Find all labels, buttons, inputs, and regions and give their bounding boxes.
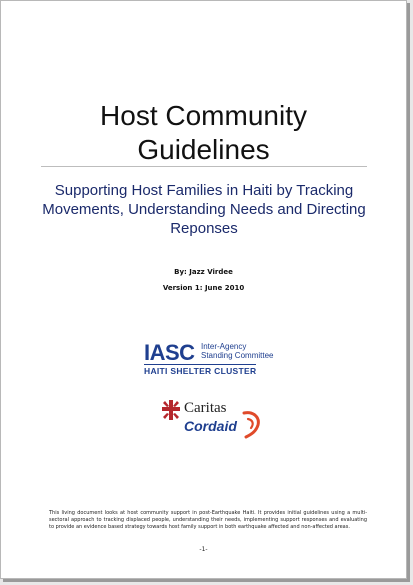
cordaid-logo-text: Cordaid: [184, 418, 237, 434]
cordaid-swirl-icon: [241, 409, 263, 439]
title-line-2: Guidelines: [137, 134, 270, 165]
intro-paragraph: This living document looks at host community support in post-Earthquake Haiti. It provides initial guidelines using a multi-sectoral approach to tracking displaced people, understanding their needs, implementing support responses and evaluating to provide an evidence based strategy towards host family support in both earthquake affected and non-affected areas.: [49, 510, 367, 530]
iasc-logo-line-1: Inter-Agency: [201, 342, 247, 351]
page-title: [1, 99, 406, 167]
title-line-1: Host Community: [100, 100, 307, 131]
iasc-logo-subtext: [201, 342, 273, 360]
page-number: -1-: [199, 546, 208, 553]
iasc-cluster-name: HAITI SHELTER CLUSTER: [144, 366, 257, 376]
author-byline: By: Jazz Virdee: [174, 268, 233, 276]
caritas-cross-icon: [161, 399, 181, 421]
iasc-logo: [144, 341, 284, 375]
title-divider: [41, 166, 367, 167]
iasc-logo-main: IASC: [144, 340, 195, 365]
subtitle: Supporting Host Families in Haiti by Tracking Movements, Understanding Needs and Directing Reponses: [42, 182, 366, 237]
version-line: Version 1: June 2010: [162, 284, 245, 292]
iasc-logo-line-2: Standing Committee: [201, 351, 274, 360]
caritas-logo-text: Caritas: [184, 400, 227, 416]
